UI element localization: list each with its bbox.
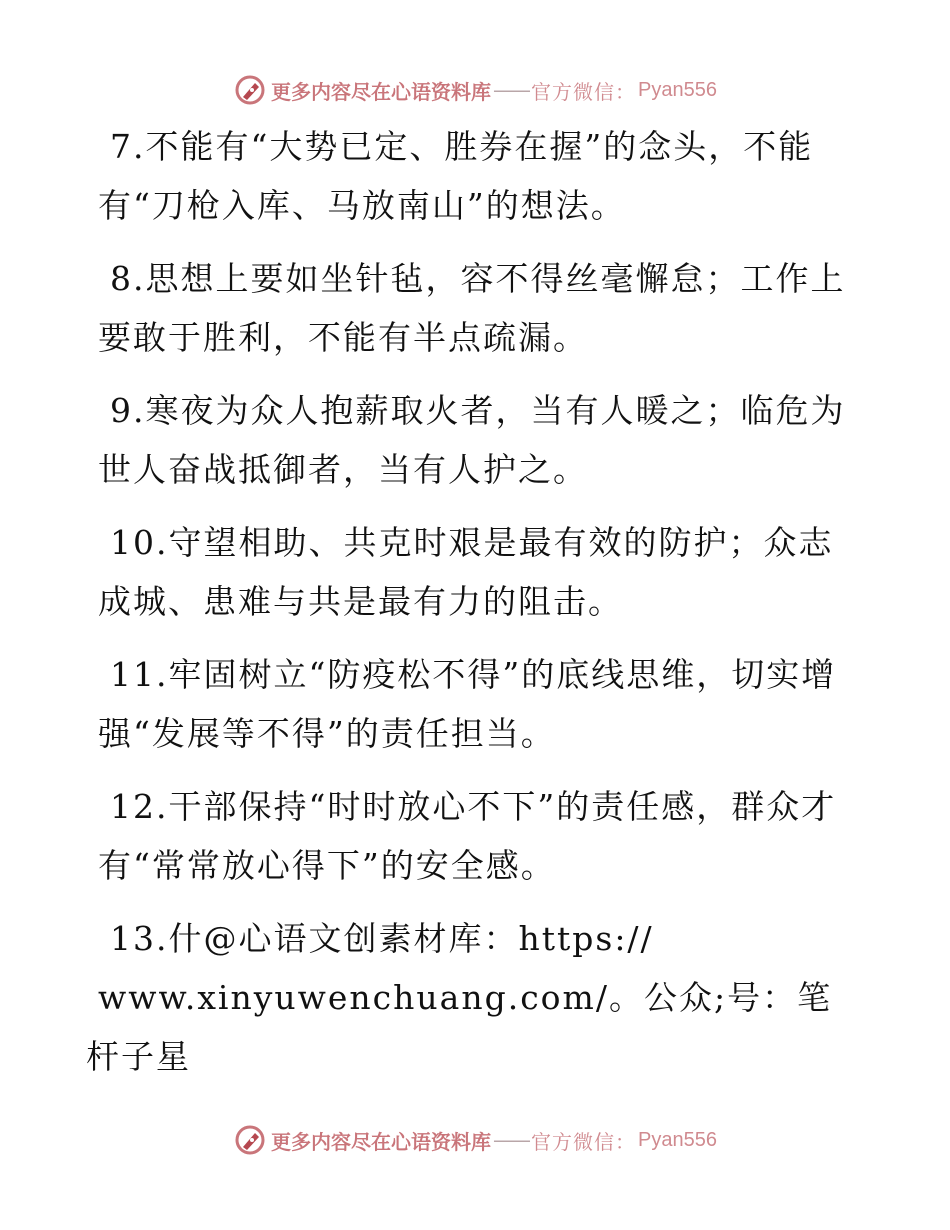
watermark-main-text: 更多内容尽在心语资料库 bbox=[271, 1129, 492, 1154]
header-watermark bbox=[0, 70, 950, 110]
document-body bbox=[86, 117, 858, 1100]
watermark-contact-label: 官方微信： bbox=[531, 79, 637, 104]
pen-nib-circle-icon bbox=[233, 1123, 267, 1157]
list-item: 8.思想上要如坐针毡，容不得丝毫懈怠；工作上要敢于胜利，不能有半点疏漏。 bbox=[98, 259, 846, 357]
list-item: 10.守望相助、共克时艰是最有效的防护；众志成城、患难与共是最有力的阻击。 bbox=[98, 523, 834, 621]
watermark-text bbox=[271, 1126, 717, 1155]
last-item-line1: 13.什@心语文创素材库：https:// bbox=[110, 919, 654, 958]
watermark-wechat-id: Pyan556 bbox=[638, 1128, 717, 1151]
footer-watermark bbox=[0, 1120, 950, 1160]
pen-nib-circle-icon bbox=[233, 73, 267, 107]
list-item: 12.干部保持“时时放心不下”的责任感，群众才有“常常放心得下”的安全感。 bbox=[98, 787, 837, 885]
list-item: 7.不能有“大势已定、胜券在握”的念头，不能有“刀枪入库、马放南山”的想法。 bbox=[98, 127, 814, 225]
last-item-line2: www.xinyuwenchuang.com/。公众;号：笔杆子星 bbox=[86, 978, 833, 1076]
watermark-text bbox=[271, 76, 717, 105]
watermark-dash: —— bbox=[493, 78, 530, 102]
watermark-dash: —— bbox=[493, 1128, 530, 1152]
watermark-main-text: 更多内容尽在心语资料库 bbox=[271, 79, 492, 104]
list-item: 9.寒夜为众人抱薪取火者，当有人暖之；临危为世人奋战抵御者，当有人护之。 bbox=[98, 391, 846, 489]
watermark-wechat-id: Pyan556 bbox=[638, 78, 717, 101]
list-item: 11.牢固树立“防疫松不得”的底线思维，切实增强“发展等不得”的责任担当。 bbox=[98, 655, 837, 753]
list-item-last bbox=[86, 909, 858, 1086]
watermark-contact-label: 官方微信： bbox=[531, 1129, 637, 1154]
